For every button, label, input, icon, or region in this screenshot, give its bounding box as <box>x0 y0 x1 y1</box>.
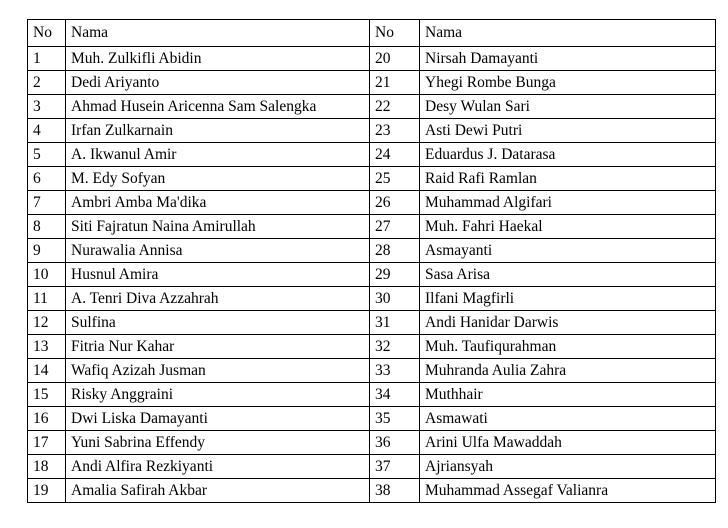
row-number-left: 5 <box>28 143 66 167</box>
table-row <box>28 263 716 287</box>
student-name-right: Muh. Taufiqurahman <box>420 335 716 359</box>
table-header-row <box>28 20 716 47</box>
student-name-left: Siti Fajratun Naina Amirullah <box>66 215 370 239</box>
row-number-right: 26 <box>370 191 420 215</box>
student-name-right: Ajriansyah <box>420 455 716 479</box>
student-name-left: Andi Alfira Rezkiyanti <box>66 455 370 479</box>
student-name-right: Asti Dewi Putri <box>420 119 716 143</box>
student-name-left: Yuni Sabrina Effendy <box>66 431 370 455</box>
student-name-left: M. Edy Sofyan <box>66 167 370 191</box>
row-number-left: 2 <box>28 71 66 95</box>
row-number-right: 28 <box>370 239 420 263</box>
table-row <box>28 407 716 431</box>
student-name-left: Husnul Amira <box>66 263 370 287</box>
row-number-right: 30 <box>370 287 420 311</box>
row-number-right: 29 <box>370 263 420 287</box>
student-name-right: Muhranda Aulia Zahra <box>420 359 716 383</box>
student-name-right: Andi Hanidar Darwis <box>420 311 716 335</box>
student-name-right: Muthhair <box>420 383 716 407</box>
row-number-right: 24 <box>370 143 420 167</box>
student-name-right: Ilfani Magfirli <box>420 287 716 311</box>
row-number-left: 14 <box>28 359 66 383</box>
row-number-left: 10 <box>28 263 66 287</box>
student-name-right: Asmawati <box>420 407 716 431</box>
row-number-right: 35 <box>370 407 420 431</box>
student-name-left: A. Tenri Diva Azzahrah <box>66 287 370 311</box>
student-name-left: Sulfina <box>66 311 370 335</box>
row-number-right: 34 <box>370 383 420 407</box>
student-roster-table <box>27 19 716 503</box>
row-number-right: 32 <box>370 335 420 359</box>
table-row <box>28 143 716 167</box>
row-number-left: 13 <box>28 335 66 359</box>
table-row <box>28 383 716 407</box>
header-no-left: No <box>28 20 66 47</box>
table-row <box>28 455 716 479</box>
student-name-left: Ahmad Husein Aricenna Sam Salengka <box>66 95 370 119</box>
table-row <box>28 95 716 119</box>
student-name-right: Muh. Fahri Haekal <box>420 215 716 239</box>
student-name-left: Muh. Zulkifli Abidin <box>66 47 370 71</box>
row-number-right: 33 <box>370 359 420 383</box>
row-number-left: 12 <box>28 311 66 335</box>
row-number-left: 18 <box>28 455 66 479</box>
table-row <box>28 71 716 95</box>
student-name-left: Amalia Safirah Akbar <box>66 479 370 503</box>
row-number-right: 37 <box>370 455 420 479</box>
row-number-left: 15 <box>28 383 66 407</box>
row-number-left: 11 <box>28 287 66 311</box>
row-number-left: 6 <box>28 167 66 191</box>
table-row <box>28 47 716 71</box>
student-name-right: Sasa Arisa <box>420 263 716 287</box>
student-name-right: Desy Wulan Sari <box>420 95 716 119</box>
row-number-left: 3 <box>28 95 66 119</box>
table-row <box>28 287 716 311</box>
header-no-right: No <box>370 20 420 47</box>
student-name-right: Muhammad Algifari <box>420 191 716 215</box>
student-name-right: Raid Rafi Ramlan <box>420 167 716 191</box>
student-name-right: Muhammad Assegaf Valianra <box>420 479 716 503</box>
table-row <box>28 335 716 359</box>
table-row <box>28 431 716 455</box>
row-number-left: 8 <box>28 215 66 239</box>
row-number-right: 20 <box>370 47 420 71</box>
student-name-right: Yhegi Rombe Bunga <box>420 71 716 95</box>
student-name-left: Risky Anggraini <box>66 383 370 407</box>
student-name-right: Nirsah Damayanti <box>420 47 716 71</box>
row-number-right: 38 <box>370 479 420 503</box>
row-number-right: 23 <box>370 119 420 143</box>
student-name-left: Nurawalia Annisa <box>66 239 370 263</box>
row-number-right: 25 <box>370 167 420 191</box>
student-name-right: Eduardus J. Datarasa <box>420 143 716 167</box>
row-number-left: 7 <box>28 191 66 215</box>
student-name-left: Wafiq Azizah Jusman <box>66 359 370 383</box>
row-number-right: 36 <box>370 431 420 455</box>
student-name-right: Arini Ulfa Mawaddah <box>420 431 716 455</box>
student-name-left: Irfan Zulkarnain <box>66 119 370 143</box>
table-row <box>28 359 716 383</box>
student-name-left: Ambri Amba Ma'dika <box>66 191 370 215</box>
student-name-left: A. Ikwanul Amir <box>66 143 370 167</box>
row-number-left: 4 <box>28 119 66 143</box>
student-name-left: Dedi Ariyanto <box>66 71 370 95</box>
row-number-right: 31 <box>370 311 420 335</box>
row-number-left: 17 <box>28 431 66 455</box>
table-row <box>28 479 716 503</box>
header-nama-right: Nama <box>420 20 716 47</box>
row-number-left: 1 <box>28 47 66 71</box>
row-number-right: 27 <box>370 215 420 239</box>
student-name-left: Fitria Nur Kahar <box>66 335 370 359</box>
table-row <box>28 191 716 215</box>
table-row <box>28 239 716 263</box>
table-body <box>28 47 716 503</box>
student-name-left: Dwi Liska Damayanti <box>66 407 370 431</box>
row-number-left: 19 <box>28 479 66 503</box>
table-row <box>28 167 716 191</box>
row-number-left: 9 <box>28 239 66 263</box>
row-number-left: 16 <box>28 407 66 431</box>
table-row <box>28 215 716 239</box>
table-row <box>28 311 716 335</box>
header-nama-left: Nama <box>66 20 370 47</box>
student-name-right: Asmayanti <box>420 239 716 263</box>
row-number-right: 22 <box>370 95 420 119</box>
table-row <box>28 119 716 143</box>
row-number-right: 21 <box>370 71 420 95</box>
